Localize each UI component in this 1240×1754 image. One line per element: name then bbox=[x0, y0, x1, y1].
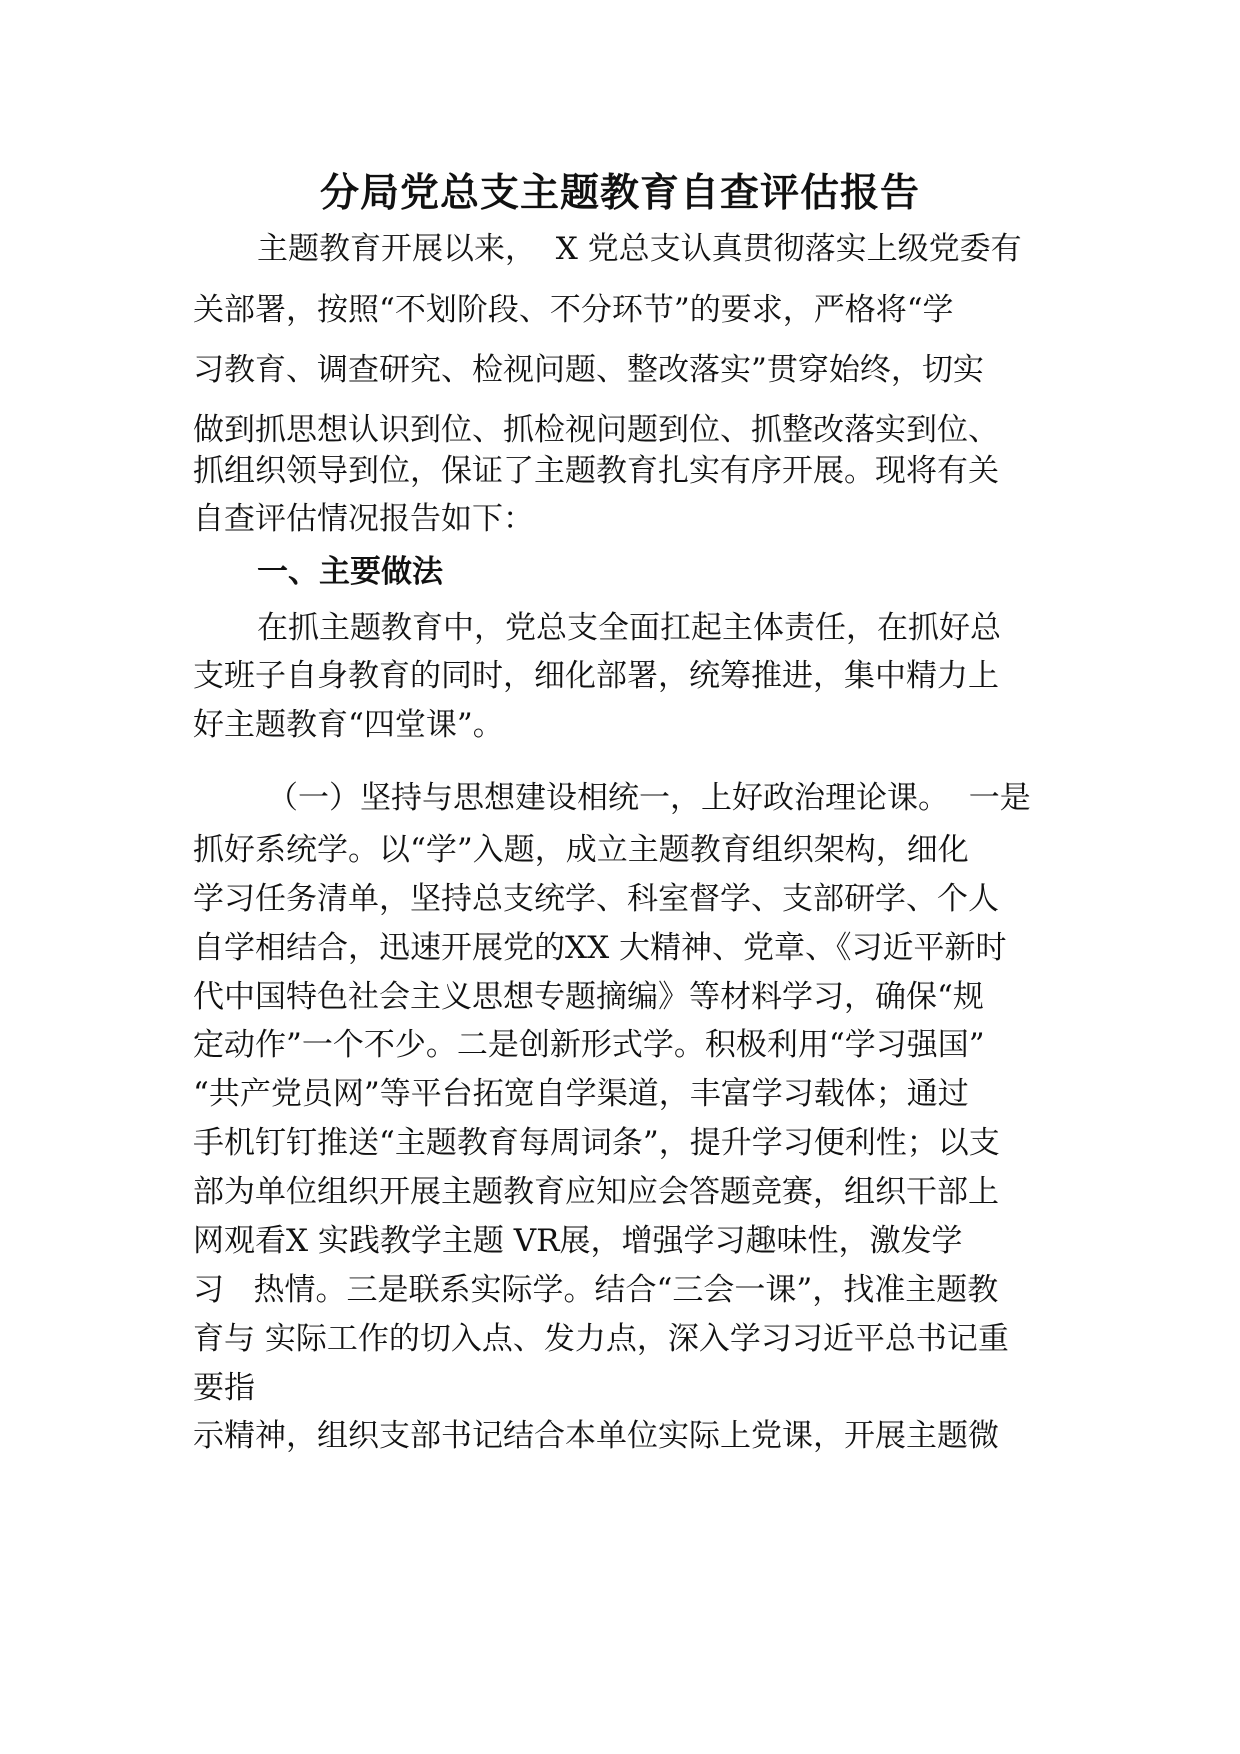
sub-para-line-8: 手机钉钉推送“主题教育每周词条”，提升学习便利性；以支 bbox=[193, 1125, 1000, 1161]
sub-para-line-5: 代中国特色社会主义思想专题摘编》等材料学习，确保“规 bbox=[193, 979, 984, 1015]
sub-para-line-4: 自学相结合，迅速开展党的XX 大精神、党章、《习近平新时 bbox=[193, 930, 1007, 966]
intro-line-2: 关部署，按照“不划阶段、不分环节”的要求，严格将“学 bbox=[193, 292, 954, 328]
sub-para-line-10: 网观看X 实践教学主题 VR展，增强学习趣味性，激发学 bbox=[193, 1223, 963, 1259]
sub-para-line-2: 抓好系统学。以“学”入题，成立主题教育组织架构，细化 bbox=[193, 832, 969, 868]
sub-para-line-14: 示精神，组织支部书记结合本单位实际上党课，开展主题微 bbox=[193, 1418, 999, 1454]
intro-line-4: 做到抓思想认识到位、抓检视问题到位、抓整改落实到位、 bbox=[193, 412, 999, 448]
sub-para-line-9: 部为单位组织开展主题教育应知应会答题竞赛，组织干部上 bbox=[193, 1174, 999, 1210]
sub-para-line-7: “共产党员网”等平台拓宽自学渠道，丰富学习载体；通过 bbox=[193, 1076, 969, 1112]
sub-para-line-12: 育与 实际工作的切入点、发力点，深入学习习近平总书记重 bbox=[193, 1321, 1009, 1357]
section-para-line-3: 好主题教育“四堂课”。 bbox=[193, 707, 504, 743]
section-para-line-1: 在抓主题教育中，党总支全面扛起主体责任，在抓好总 bbox=[257, 610, 1001, 646]
sub-para-line-11: 习 热情。三是联系实际学。结合“三会一课”，找准主题教 bbox=[193, 1272, 999, 1308]
sub-para-line-13: 要指 bbox=[193, 1370, 255, 1406]
intro-line-1: 主题教育开展以来， X 党总支认真贯彻落实上级党委有 bbox=[257, 231, 1022, 267]
intro-line-3: 习教育、调查研究、检视问题、整改落实”贯穿始终，切实 bbox=[193, 352, 984, 388]
section-para-line-2: 支班子自身教育的同时，细化部署，统筹推进，集中精力上 bbox=[193, 658, 999, 694]
section-heading: 一、主要做法 bbox=[257, 554, 443, 590]
intro-line-5: 抓组织领导到位，保证了主题教育扎实有序开展。现将有关 bbox=[193, 453, 999, 489]
intro-line-6: 自查评估情况报告如下： bbox=[193, 501, 534, 537]
sub-para-line-1: （一）坚持与思想建设相统一，上好政治理论课。 一是 bbox=[267, 780, 1031, 816]
sub-para-line-6: 定动作”一个不少。二是创新形式学。积极利用“学习强国” bbox=[193, 1027, 985, 1063]
document-title: 分局党总支主题教育自查评估报告 bbox=[319, 171, 920, 216]
sub-para-line-3: 学习任务清单，坚持总支统学、科室督学、支部研学、个人 bbox=[193, 881, 999, 917]
